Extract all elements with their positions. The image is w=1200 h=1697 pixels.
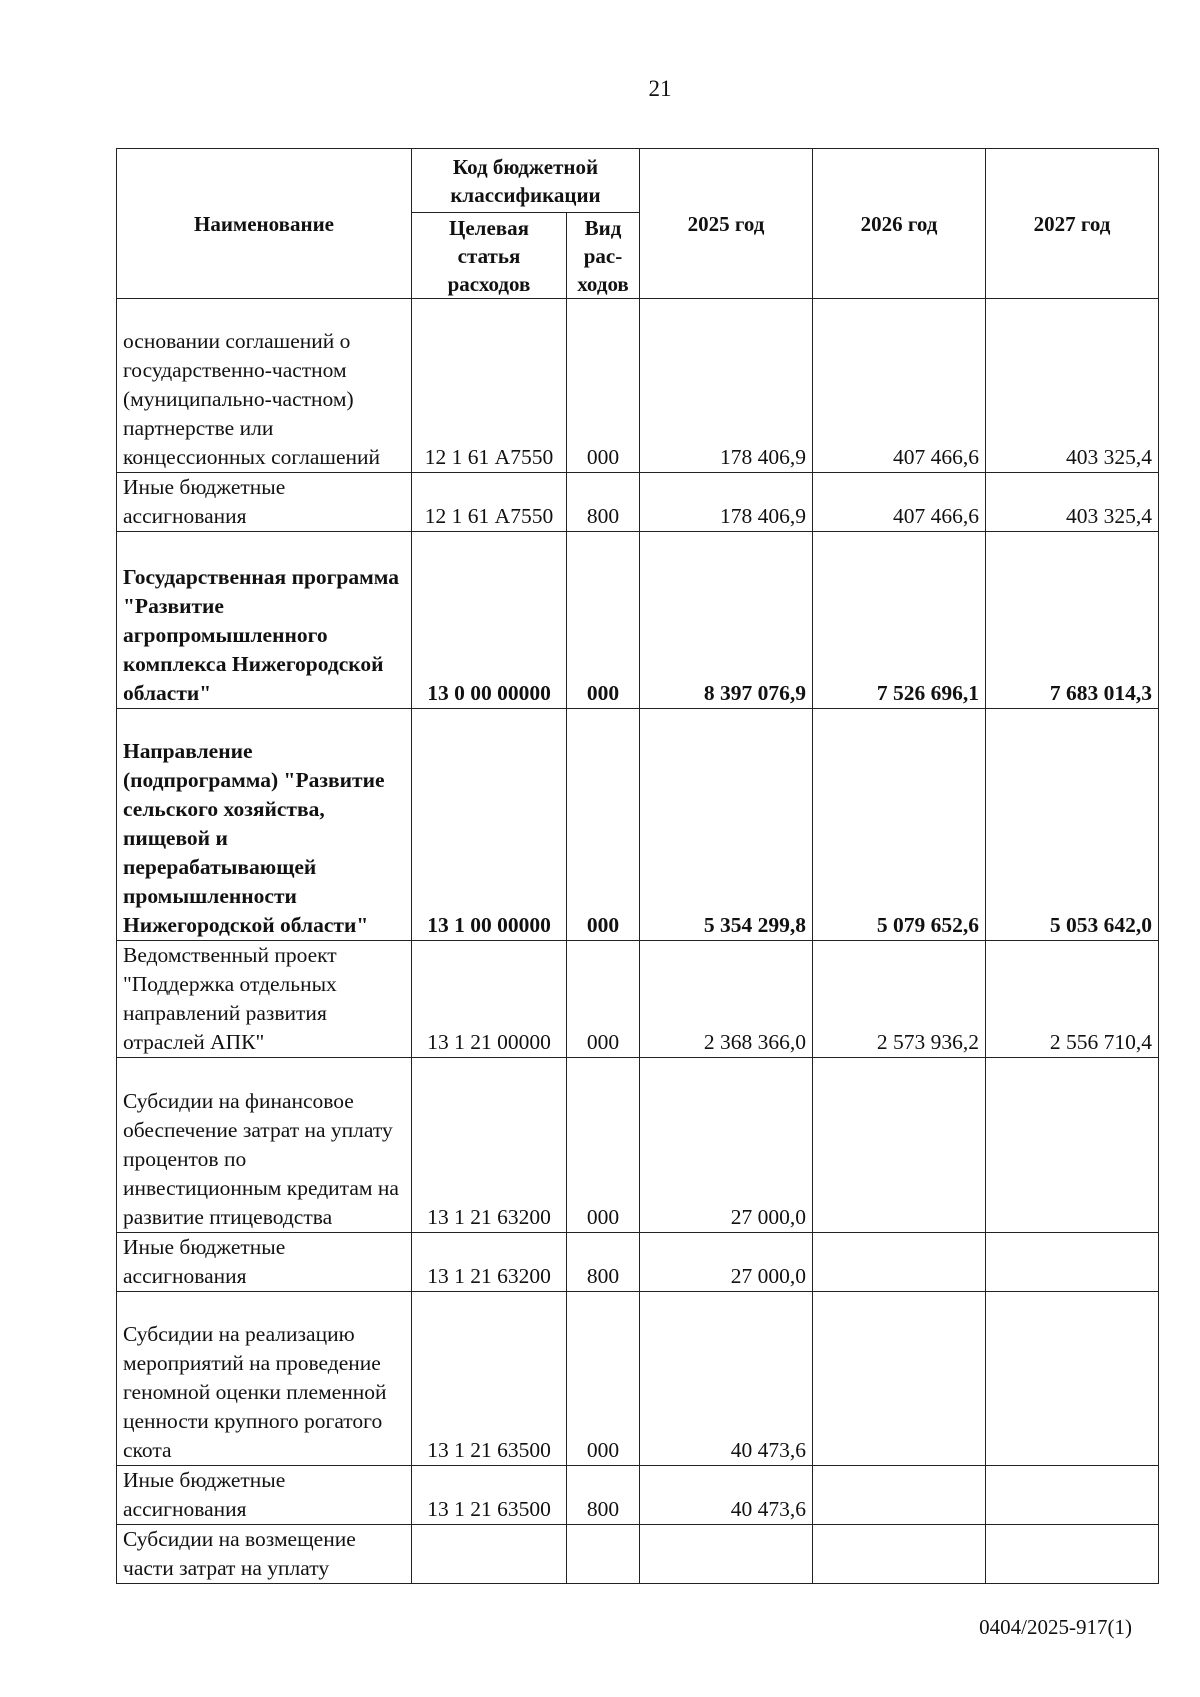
row-2025-cell [640,1525,813,1584]
row-code-cell: 12 1 61 А7550 [412,299,567,473]
row-2027-cell: 403 325,4 [986,299,1159,473]
table-row [117,1525,1159,1584]
row-expense-type-cell: 800 [567,1466,640,1525]
row-code-cell: 13 1 21 63500 [412,1292,567,1466]
row-2026-cell [813,1292,986,1466]
table-row [117,1058,1159,1233]
row-name-cell: Иные бюджетные ассигнования [117,1466,412,1525]
row-2026-cell [813,1466,986,1525]
header-2025: 2025 год [640,149,813,299]
row-2027-cell: 7 683 014,3 [986,532,1159,709]
row-2025-cell: 8 397 076,9 [640,532,813,709]
row-2025-cell: 27 000,0 [640,1058,813,1233]
row-2026-cell [813,1233,986,1292]
header-code-group: Код бюджетной классификации [412,149,640,213]
row-name-cell: Государственная программа "Развитие агропромышленного комплекса Нижегородской области" [117,532,412,709]
header-target-article: Целевая статья расходов [412,213,567,299]
table-row [117,532,1159,709]
table-row [117,473,1159,532]
row-2025-cell: 2 368 366,0 [640,941,813,1058]
row-2027-cell [986,1466,1159,1525]
row-2026-cell [813,1525,986,1584]
row-2025-cell: 40 473,6 [640,1292,813,1466]
row-name-cell: Направление (подпрограмма) "Развитие сельского хозяйства, пищевой и перерабатывающей промышленности Нижегородской области" [117,709,412,941]
row-expense-type-cell: 800 [567,473,640,532]
row-expense-type-cell: 000 [567,1292,640,1466]
row-code-cell: 13 1 21 63500 [412,1466,567,1525]
header-expense-type: Вид рас-ходов [567,213,640,299]
table-row [117,1292,1159,1466]
row-2025-cell: 40 473,6 [640,1466,813,1525]
row-expense-type-cell [567,1525,640,1584]
table-row [117,1466,1159,1525]
row-name-cell: Иные бюджетные ассигнования [117,1233,412,1292]
table-row [117,299,1159,473]
row-code-cell: 13 1 00 00000 [412,709,567,941]
row-2026-cell [813,1058,986,1233]
row-code-cell: 13 1 21 00000 [412,941,567,1058]
row-name-cell: Ведомственный проект "Поддержка отдельных направлений развития отраслей АПК" [117,941,412,1058]
row-name-cell: Иные бюджетные ассигнования [117,473,412,532]
table-header [117,149,1159,299]
row-code-cell: 13 0 00 00000 [412,532,567,709]
row-2025-cell: 27 000,0 [640,1233,813,1292]
row-expense-type-cell: 000 [567,1058,640,1233]
table-body [117,299,1159,1584]
row-name-cell: Субсидии на финансовое обеспечение затрат на уплату процентов по инвестиционным кредитам на развитие птицеводства [117,1058,412,1233]
page-number: 21 [648,76,672,101]
row-2027-cell [986,1233,1159,1292]
row-expense-type-cell: 000 [567,299,640,473]
row-2026-cell: 407 466,6 [813,299,986,473]
row-2025-cell: 178 406,9 [640,299,813,473]
row-name-cell: основании соглашений о государственно-частном (муниципально-частном) партнерстве или концессионных соглашений [117,299,412,473]
document-reference: 0404/2025-917(1) [979,1615,1132,1639]
table-row [117,709,1159,941]
header-name: Наименование [117,149,412,299]
header-2026: 2026 год [813,149,986,299]
row-expense-type-cell: 000 [567,941,640,1058]
row-2026-cell: 2 573 936,2 [813,941,986,1058]
row-2027-cell [986,1292,1159,1466]
row-expense-type-cell: 000 [567,709,640,941]
row-2027-cell: 403 325,4 [986,473,1159,532]
row-2026-cell: 5 079 652,6 [813,709,986,941]
budget-table [116,148,1159,1584]
row-2027-cell [986,1525,1159,1584]
header-2027: 2027 год [986,149,1159,299]
row-expense-type-cell: 000 [567,532,640,709]
row-code-cell: 12 1 61 А7550 [412,473,567,532]
row-code-cell: 13 1 21 63200 [412,1233,567,1292]
row-expense-type-cell: 800 [567,1233,640,1292]
row-2025-cell: 178 406,9 [640,473,813,532]
row-code-cell [412,1525,567,1584]
table-row [117,1233,1159,1292]
row-2026-cell: 7 526 696,1 [813,532,986,709]
row-2027-cell: 5 053 642,0 [986,709,1159,941]
row-name-cell: Субсидии на возмещение части затрат на уплату [117,1525,412,1584]
row-code-cell: 13 1 21 63200 [412,1058,567,1233]
row-2026-cell: 407 466,6 [813,473,986,532]
row-2027-cell [986,1058,1159,1233]
table-row [117,941,1159,1058]
row-2027-cell: 2 556 710,4 [986,941,1159,1058]
row-name-cell: Субсидии на реализацию мероприятий на проведение геномной оценки племенной ценности крупного рогатого скота [117,1292,412,1466]
row-2025-cell: 5 354 299,8 [640,709,813,941]
